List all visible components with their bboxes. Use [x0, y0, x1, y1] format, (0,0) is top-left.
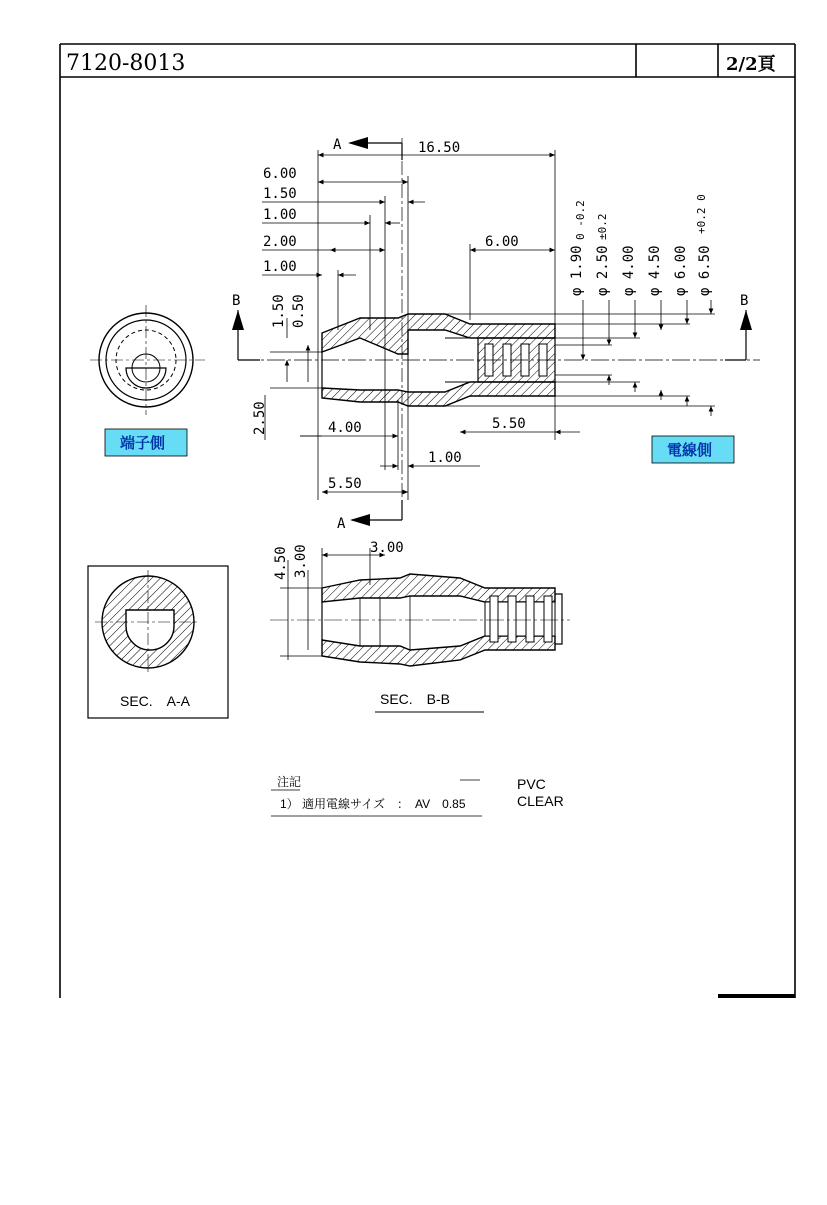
section-arrow-a-bottom: [337, 500, 402, 532]
dim-6-00-wire: 6.00: [485, 234, 519, 250]
section-aa-label: SEC. A-A: [120, 693, 191, 709]
dim-phi-6-00: φ 6.00: [673, 245, 689, 296]
dim-phi-6-50: φ 6.50: [697, 245, 713, 296]
material-label: PVC: [517, 776, 546, 792]
section-arrow-b-left: [232, 293, 260, 360]
dim-phi-2-50: φ 2.50: [595, 245, 611, 296]
bb-dim-3-00: 3.00: [370, 540, 404, 556]
end-view: [90, 305, 205, 415]
wire-side-label: 電線側: [667, 441, 713, 459]
arrow-a-top-label: A: [333, 137, 342, 153]
dim-phi-4-50: φ 4.50: [647, 245, 663, 296]
section-bb-label: SEC. B-B: [380, 691, 451, 707]
notes-item-1: 1） 適用電線サイズ ： AV 0.85: [280, 797, 466, 811]
notes-heading: 注記: [277, 775, 302, 789]
dim-phi-2-50-tol: ±0.2: [596, 213, 609, 240]
dim-v-1-50: 1.50: [271, 294, 287, 328]
terminal-side-label: 端子側: [120, 434, 166, 452]
dim-16-50: 16.50: [418, 140, 461, 156]
arrow-b-left-label: B: [232, 293, 241, 309]
dim-phi-6-50-tol: +0.2 0: [695, 194, 708, 234]
drawing-number: 7120-8013: [66, 51, 186, 76]
dim-phi-1-90-tol: 0 -0.2: [574, 200, 587, 240]
lower-wall: [322, 382, 555, 406]
arrow-b-right-label: B: [740, 293, 749, 309]
dim-v-2-50: 2.50: [252, 401, 268, 435]
dim-1-00: 1.00: [263, 207, 297, 223]
section-arrow-a-top: [333, 137, 402, 160]
section-aa: [88, 566, 228, 718]
dim-v-0-50: 0.50: [291, 294, 307, 328]
section-bb: [270, 540, 570, 712]
bb-dim-3-00-v: 3.00: [293, 544, 309, 578]
arrow-a-bottom-label: A: [337, 516, 346, 532]
dim-phi-4-00: φ 4.00: [621, 245, 637, 296]
frame: [60, 44, 795, 998]
notes: [271, 775, 564, 816]
page-number: 2/2頁: [726, 54, 776, 75]
dim-5-50: 5.50: [328, 476, 362, 492]
dim-5-50-wire: 5.50: [492, 416, 526, 432]
dim-1-00b: 1.00: [263, 259, 297, 275]
dim-phi-1-90: φ 1.90: [569, 245, 585, 296]
bb-dim-4-50: 4.50: [273, 546, 289, 580]
dim-4-00: 4.00: [328, 420, 362, 436]
dim-1-50: 1.50: [263, 186, 297, 202]
dim-2-00: 2.00: [263, 234, 297, 250]
dim-1-00-bottom: 1.00: [428, 450, 462, 466]
color-label: CLEAR: [517, 793, 564, 809]
dim-6-00: 6.00: [263, 166, 297, 182]
section-arrow-b-right: [725, 293, 752, 360]
